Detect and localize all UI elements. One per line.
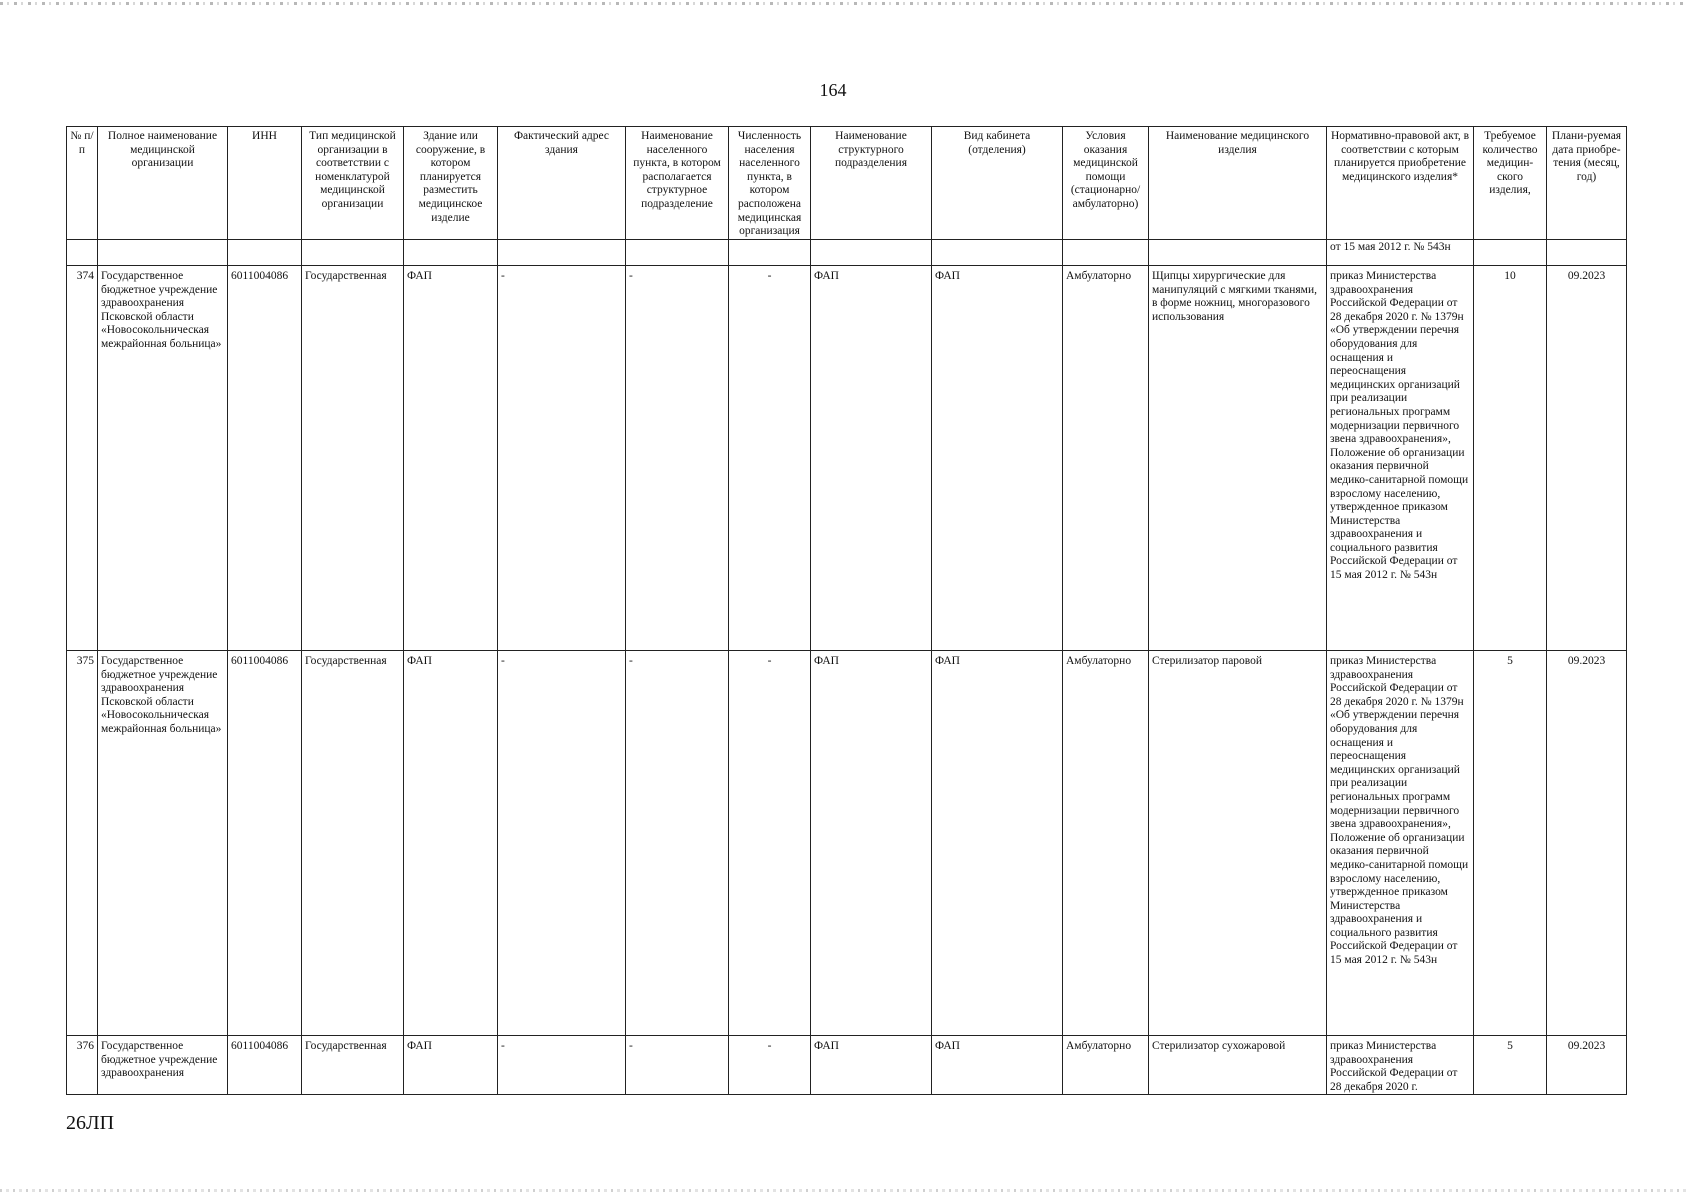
page-number: 164	[819, 80, 847, 100]
cell-address: -	[498, 651, 626, 1036]
header-settlement: Наименование населенного пункта, в котором располагается структурное подразделение	[626, 127, 729, 240]
cell-unit: ФАП	[811, 266, 932, 651]
cell-population: -	[729, 266, 811, 651]
cell-date: 09.2023	[1547, 266, 1627, 651]
header-type: Тип медицинской организации в соответствии с номенклатурой медицинской организации	[302, 127, 404, 240]
cell-conditions: Амбулаторно	[1063, 1036, 1149, 1095]
cell-num: 376	[67, 1036, 98, 1095]
cell-building: ФАП	[404, 651, 498, 1036]
cell-address: -	[498, 1036, 626, 1095]
cell-org: Государственное бюджетное учреждение здравоохранения	[98, 1036, 228, 1095]
cell-settlement: -	[626, 1036, 729, 1095]
cell-date: 09.2023	[1547, 651, 1627, 1036]
cell-qty: 5	[1474, 1036, 1547, 1095]
cell-cabinet: ФАП	[932, 651, 1063, 1036]
cell-building: ФАП	[404, 1036, 498, 1095]
footer-code: 26ЛП	[66, 1112, 115, 1134]
cell-org: Государственное бюджетное учреждение здравоохранения Псковской области «Новосокольническая межрайонная больница»	[98, 266, 228, 651]
cell-num: 375	[67, 651, 98, 1036]
header-unit: Наименование структурного подразделения	[811, 127, 932, 240]
cell-inn: 6011004086	[228, 651, 302, 1036]
header-device: Наименование медицинского изделия	[1149, 127, 1327, 240]
cell-address: -	[498, 266, 626, 651]
header-org: Полное наименование медицинской организации	[98, 127, 228, 240]
header-address: Фактический адрес здания	[498, 127, 626, 240]
cell-inn: 6011004086	[228, 1036, 302, 1095]
cell-settlement: -	[626, 651, 729, 1036]
cell-qty: 5	[1474, 651, 1547, 1036]
table-row	[67, 651, 1627, 1036]
header-cabinet: Вид кабинета (отделения)	[932, 127, 1063, 240]
cell-building: ФАП	[404, 266, 498, 651]
cell-device: Стерилизатор паровой	[1149, 651, 1327, 1036]
header-conditions: Условия оказания медицинской помощи (стационарно/ амбулаторно)	[1063, 127, 1149, 240]
equipment-table	[66, 126, 1627, 1095]
table-row	[67, 1036, 1627, 1095]
header-population: Численность населения населенного пункта, в котором расположена медицинская организация	[729, 127, 811, 240]
cell-act: приказ Министерства здравоохранения Российской Федерации от 28 декабря 2020 г. № 1379н «Об утверждении перечня оборудования для оснащения и переоснащения медицинских организаций при реализации региональных программ модернизации первичного звена здравоохранения», Положение об организации оказания первичной медико-санитарной помощи взрослому населению, утвержденное приказом Министерства здравоохранения и социального развития Российской Федерации от 15 мая 2012 г. № 543н	[1327, 651, 1474, 1036]
carry-over-row	[67, 240, 1627, 266]
cell-type: Государственная	[302, 1036, 404, 1095]
cell-act: приказ Министерства здравоохранения Российской Федерации от 28 декабря 2020 г.	[1327, 1036, 1474, 1095]
table-row	[67, 266, 1627, 651]
header-num: № п/п	[67, 127, 98, 240]
cell-num: 374	[67, 266, 98, 651]
cell-population: -	[729, 1036, 811, 1095]
cell-type: Государственная	[302, 651, 404, 1036]
cell-org: Государственное бюджетное учреждение здравоохранения Псковской области «Новосокольническая межрайонная больница»	[98, 651, 228, 1036]
header-building: Здание или сооружение, в котором планируется разместить медицинское изделие	[404, 127, 498, 240]
header-act: Нормативно-правовой акт, в соответствии с которым планируется приобретение медицинского изделия*	[1327, 127, 1474, 240]
cell-device: Щипцы хирургические для манипуляций с мягкими тканями, в форме ножниц, многоразового использования	[1149, 266, 1327, 651]
header-date: Плани-руемая дата приобре-тения (месяц, год)	[1547, 127, 1627, 240]
header-inn: ИНН	[228, 127, 302, 240]
cell-device: Стерилизатор сухожаровой	[1149, 1036, 1327, 1095]
cell-unit: ФАП	[811, 1036, 932, 1095]
cell-act: приказ Министерства здравоохранения Российской Федерации от 28 декабря 2020 г. № 1379н «Об утверждении перечня оборудования для оснащения и переоснащения медицинских организаций при реализации региональных программ модернизации первичного звена здравоохранения», Положение об организации оказания первичной медико-санитарной помощи взрослому населению, утвержденное приказом Министерства здравоохранения и социального развития Российской Федерации от 15 мая 2012 г. № 543н	[1327, 266, 1474, 651]
cell-date: 09.2023	[1547, 1036, 1627, 1095]
scan-edge-top	[0, 2, 1686, 5]
cell-population: -	[729, 651, 811, 1036]
cell-conditions: Амбулаторно	[1063, 651, 1149, 1036]
header-qty: Требуемое количество медицин-ского изделия,	[1474, 127, 1547, 240]
cell-inn: 6011004086	[228, 266, 302, 651]
cell-conditions: Амбулаторно	[1063, 266, 1149, 651]
cell-cabinet: ФАП	[932, 1036, 1063, 1095]
cell-cabinet: ФАП	[932, 266, 1063, 651]
header-row	[67, 127, 1627, 240]
cell-type: Государственная	[302, 266, 404, 651]
carry-over-act: от 15 мая 2012 г. № 543н	[1327, 240, 1474, 266]
scan-edge-bottom	[0, 1189, 1686, 1192]
cell-unit: ФАП	[811, 651, 932, 1036]
cell-settlement: -	[626, 266, 729, 651]
cell-qty: 10	[1474, 266, 1547, 651]
